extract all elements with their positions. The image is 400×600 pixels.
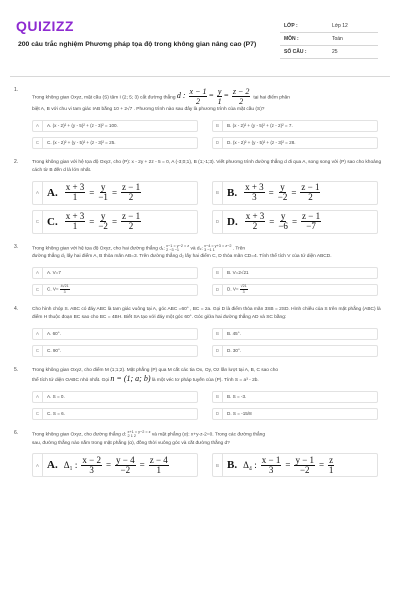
options-grid (32, 391, 390, 420)
option-d[interactable] (212, 137, 378, 149)
frac-num: √21 (240, 284, 247, 289)
option-math: C. $\frac{x + 3}{1}$ = $\frac{y}{-2}$ = $\frac{z - 1}{2}$ (47, 212, 141, 231)
option-label: D. (227, 215, 238, 228)
frac-num: z − 1 (302, 212, 321, 221)
frac-num: x − 2 (82, 455, 101, 465)
question-text (32, 430, 390, 448)
option-math: B. Δ₄ : $\frac{x - 1}{3}$ = $\frac{y - 1}{-2}$ = $\frac{z}{1}$ (227, 455, 334, 475)
question-6 (10, 430, 390, 477)
option-c[interactable] (32, 284, 198, 296)
question-text-part: Trong không gian với hệ tọa độ Oxyz, cho hai đường thẳng d₁: (32, 245, 165, 251)
option-a[interactable] (32, 391, 198, 403)
option-a[interactable] (32, 181, 198, 205)
option-c[interactable] (32, 137, 198, 149)
meta-label: MÔN : (284, 36, 299, 42)
line-d1-top: x−1 = y−2 = z (166, 243, 190, 248)
normal-vector: n = (1; a; b) (110, 374, 151, 384)
frac-den: −1 (98, 192, 108, 202)
meta-row-subject (280, 33, 378, 46)
question-4 (10, 306, 390, 357)
question-text-part: thể tích tứ diện OABC nhỏ nhất. Gọi (32, 378, 110, 384)
option-text: C. 90°. (47, 348, 62, 354)
frac-num: z (329, 455, 334, 465)
option-letter: C (33, 285, 43, 295)
option-letter: D (213, 138, 223, 148)
question-text-part: Trong không gian Oxyz, cho đường thẳng d: (32, 432, 127, 438)
option-text: B. (x - 2)² + (y - 5)² + (z - 2)² = 7. (227, 123, 293, 128)
option-letter: D (213, 346, 223, 356)
option-c[interactable] (32, 408, 198, 420)
frac-num: y (280, 183, 285, 192)
option-c[interactable] (32, 345, 198, 357)
option-math: B. $\frac{x + 3}{3}$ = $\frac{y}{-2}$ = $\frac{z - 1}{2}$ (227, 183, 320, 202)
frac-num: x + 3 (245, 212, 265, 221)
question-text-part: Trong không gian Oxyz, cho điểm M (1;1;2). Mặt phẳng (P) qua M cắt các tia Ox, Oy, Oz lần lượt tại A, B, C sao cho (32, 367, 279, 373)
question-text-part: và mặt phẳng (α): x+y-z-2=0. Trong các đường thẳng (151, 432, 266, 438)
question-text: Trong không gian với hệ tọa độ Oxyz, cho (P): x - 2y + 2z - 5 = 0, A (-3;0;1), B (1;-1;3). Viết phương trình đường thẳng d đi qua A, song song với (P) sao cho khoảng cách từ B đến d là lớn nhất. (32, 159, 382, 173)
option-label: A. (47, 459, 58, 472)
line-equation: d : $\frac{x - 1}{2}$ = $\frac{y}{1}$ = $\frac{z - 2}{2}$ (176, 87, 250, 106)
question-number: 5. (14, 366, 19, 373)
option-text-prefix: D. V= (227, 286, 239, 292)
question-2 (10, 159, 390, 234)
option-text (223, 284, 249, 295)
line-name: d : (176, 91, 186, 101)
option-b[interactable] (212, 328, 378, 340)
option-text-prefix: C. V= (47, 286, 59, 292)
question-5 (10, 367, 390, 420)
option-text: D. S = -15/8 (227, 411, 252, 417)
option-a[interactable] (32, 453, 198, 477)
option-text: B. 45°. (227, 331, 241, 337)
question-number: 3. (14, 243, 19, 250)
frac-den: 2 (128, 221, 134, 231)
frac-den: 1 (72, 192, 78, 202)
frac-num: x + 3 (245, 183, 264, 192)
option-a[interactable] (32, 120, 198, 132)
frac-den: −6 (278, 221, 288, 231)
option-text: B. V=2√21 (227, 270, 249, 276)
option-text: A. 60°. (47, 331, 61, 337)
question-text-part: biệt A, B với chu vi tam giác IAB bằng 10 + 2√7 . Phương trình nào sau đây là phương trình của mặt cầu (S)? (32, 107, 265, 112)
option-text: D. (x - 2)² + (y - 5)² + (z - 3)² = 28. (227, 140, 296, 145)
frac-den: 2 (128, 192, 134, 202)
frac-den: 3 (268, 464, 274, 475)
option-b[interactable] (212, 453, 378, 477)
options-grid (32, 120, 390, 149)
frac-den: 1 (156, 464, 161, 475)
quizizz-logo: QUIZIZZ (16, 18, 74, 34)
options-grid (32, 267, 390, 296)
frac-num: x − 1 (189, 87, 207, 96)
option-label: A. (47, 186, 58, 199)
line-d-equation (128, 430, 151, 438)
frac-den: 2 (195, 97, 200, 106)
frac-den: −2 (120, 464, 131, 475)
option-letter: A (33, 182, 43, 204)
option-letter: A (33, 268, 43, 278)
option-d[interactable] (212, 408, 378, 420)
meta-label: SỐ CÂU : (284, 49, 307, 55)
question-text-part: sau, đường thẳng nào nằm trong mặt phẳng (α), đồng thời vuông góc và cắt đường thẳng d? (32, 440, 230, 446)
frac-den: 1 (72, 221, 78, 231)
question-text-part: . Trên (232, 245, 246, 251)
question-number: 6. (14, 429, 19, 436)
frac-num: y − 1 (295, 455, 315, 465)
option-text: C. S = 6. (47, 411, 66, 417)
option-label: B. (227, 459, 238, 472)
line-name: Δ₄ : (243, 460, 257, 471)
frac-num: y (280, 212, 286, 221)
line-d2-top: x−4 = y+3 = z−2 (204, 243, 232, 248)
question-text-part: đường thẳng d₁ lấy hai điểm A, B thỏa mãn AB=3. Trên đường thẳng d₂ lấy hai điểm C, D thỏa mãn CD=4. Tính thể tích V của tứ diện ABCD. (32, 254, 332, 260)
meta-value: 25 (332, 49, 338, 55)
frac-num: y − 4 (116, 455, 135, 465)
meta-value: Toán (332, 36, 343, 42)
option-letter: D (213, 211, 223, 233)
question-1 (10, 87, 390, 149)
question-text (32, 367, 390, 386)
frac-den: 1 (217, 97, 222, 106)
option-text: D. 30°. (227, 348, 242, 354)
question-text-part: và d₂: (190, 245, 203, 251)
frac-den: −7 (306, 221, 316, 231)
option-text: A. (x - 2)² + (y - 5)² + (z - 3)² = 100. (47, 123, 118, 128)
option-b[interactable] (212, 181, 378, 205)
line-d2-equation (204, 244, 231, 252)
line-d1-equation (166, 244, 189, 252)
option-b[interactable] (212, 267, 378, 279)
question-text (32, 244, 390, 262)
option-letter: C (33, 409, 43, 419)
frac-num: x + 3 (65, 183, 85, 192)
meta-value: Lớp 12 (332, 23, 348, 29)
frac-den: 1 (328, 464, 334, 475)
option-b[interactable] (212, 391, 378, 403)
header-divider (10, 76, 390, 77)
frac-den: 2 (239, 97, 244, 106)
option-math: A. Δ₁ : $\frac{x - 2}{3}$ = $\frac{y - 4}{-2}$ = $\frac{z - 4}{1}$ (47, 455, 168, 475)
option-label: B. (227, 186, 238, 199)
line-d-bottom: 2 1 2 (127, 433, 136, 438)
option-letter: B (213, 268, 223, 278)
question-text (32, 87, 390, 115)
frac-num: 4√21 (60, 284, 69, 289)
option-a[interactable] (32, 328, 198, 340)
frac-num: y (100, 183, 106, 192)
option-letter: D (213, 285, 223, 295)
frac-den: 3 (89, 464, 94, 475)
option-b[interactable] (212, 120, 378, 132)
option-letter: A (33, 454, 43, 476)
frac-num: x + 3 (65, 212, 85, 221)
frac-num: z − 2 (232, 87, 250, 96)
meta-row-count (280, 46, 378, 59)
frac-num: x − 1 (261, 455, 281, 465)
frac-den: 3 (63, 290, 66, 295)
option-text: C. (x - 2)² + (y - 5)² + (z - 3)² = 25. (47, 140, 116, 145)
frac-num: y (100, 212, 106, 221)
option-math: D. $\frac{x + 3}{2}$ = $\frac{y}{-6}$ = $\frac{z - 1}{-7}$ (227, 212, 321, 231)
option-label: C. (47, 215, 58, 228)
option-a[interactable] (32, 267, 198, 279)
frac-num: z − 1 (301, 183, 320, 192)
document-title: 200 câu trắc nghiệm Phương pháp tọa độ trong không gian nâng cao (P7) (18, 41, 257, 48)
frac-num: z − 4 (149, 455, 168, 465)
options-grid (32, 453, 390, 477)
option-letter: B (213, 329, 223, 339)
question-number: 2. (14, 158, 19, 165)
options-grid (32, 328, 390, 357)
option-letter: A (33, 121, 43, 131)
meta-row-class (280, 20, 378, 33)
frac-den: 2 (252, 221, 258, 231)
frac-num: y (217, 87, 222, 96)
line-d-top: x+1 = y−2 = z (127, 429, 151, 434)
option-d[interactable] (212, 284, 378, 296)
option-c[interactable] (32, 210, 198, 234)
frac-den: 2 (308, 192, 313, 202)
meta-box (280, 20, 378, 59)
frac-den: −2 (299, 464, 310, 475)
frac-num: z − 1 (122, 183, 141, 192)
question-text-part: tại hai điểm phân (253, 95, 290, 101)
frac-den: −2 (98, 221, 108, 231)
line-d2-bottom: 3 −1 1 (204, 247, 215, 252)
option-letter: D (213, 409, 223, 419)
meta-label: LỚP : (284, 23, 298, 29)
frac-den: 3 (242, 290, 245, 295)
option-text: A. S = 0. (47, 394, 65, 400)
frac-den: −2 (277, 192, 288, 202)
option-d[interactable] (212, 345, 378, 357)
option-math: A. $\frac{x + 3}{1}$ = $\frac{y}{-1}$ = $\frac{z - 1}{2}$ (47, 183, 141, 202)
question-text: Cho hình chóp S. ABC có đáy ABC là tam giác vuông tại A, góc ABC =60° , BC = 2a. Gọi D là điểm thỏa mãn 3SB = 2SD. Hình chiếu của S trên mặt phẳng (ABC) là điểm H thuộc đoạn BC sao cho BC = 4BH. Biết SA tạo với đáy một góc 60°. Góc giữa hai đường thẳng AD và SC bằng: (32, 306, 381, 321)
line-name: Δ₁ : (63, 460, 78, 471)
option-letter: B (213, 121, 223, 131)
question-number: 4. (14, 305, 19, 312)
question-3 (10, 244, 390, 296)
option-letter: A (33, 329, 43, 339)
option-letter: A (33, 392, 43, 402)
option-text: B. S = -3. (227, 394, 247, 400)
option-text: A. V=7 (47, 270, 61, 276)
frac-den: 3 (252, 192, 257, 202)
option-letter: C (33, 346, 43, 356)
worksheet-header (10, 8, 390, 70)
question-text-part: là một véc tơ pháp tuyến của (P). Tính S = a³ - 2b. (151, 378, 259, 384)
frac-num: z − 1 (122, 212, 141, 221)
option-letter: C (33, 138, 43, 148)
option-d[interactable] (212, 210, 378, 234)
line-d1-bottom: 2 −3 −1 (166, 247, 180, 252)
option-letter: C (33, 211, 43, 233)
option-text (43, 284, 71, 295)
question-text-part: Trong không gian Oxyz, mặt cầu (S) tâm I (2; 5; 3) cắt đường thẳng (32, 95, 176, 101)
question-number: 1. (14, 87, 19, 93)
option-letter: B (213, 454, 223, 476)
options-grid (32, 181, 390, 234)
option-letter: B (213, 182, 223, 204)
option-letter: B (213, 392, 223, 402)
